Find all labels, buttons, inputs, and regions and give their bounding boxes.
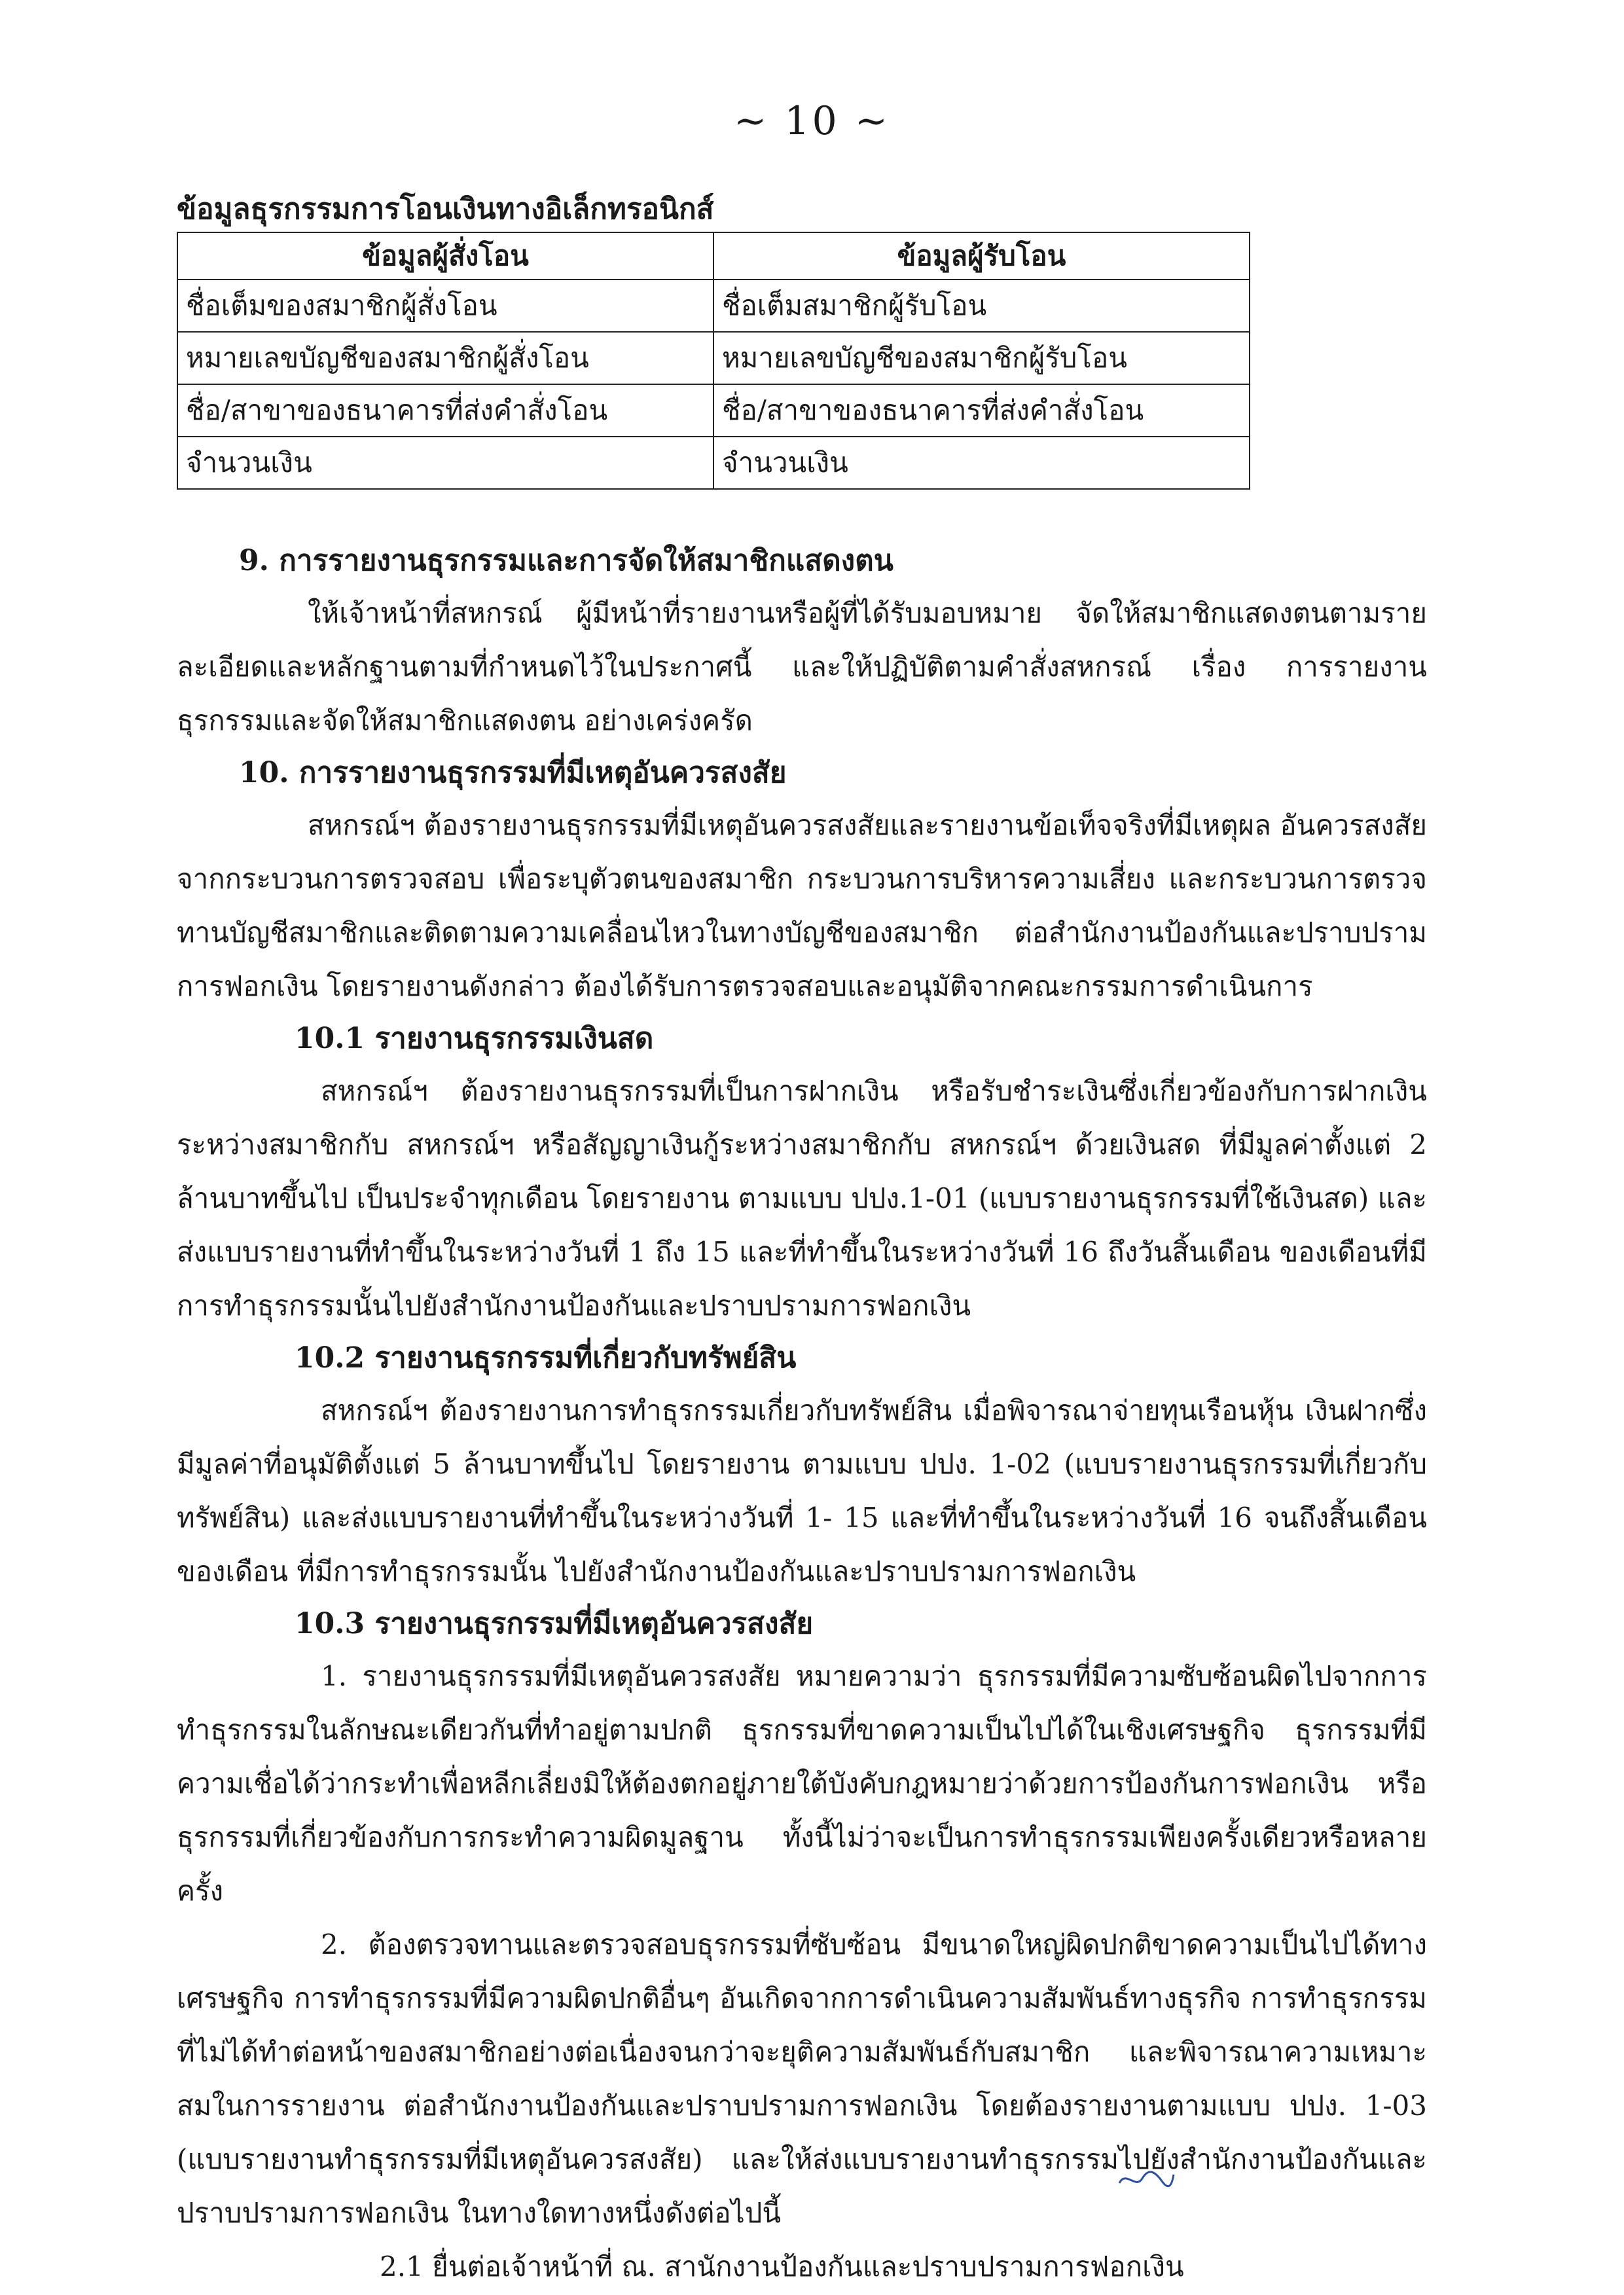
section-10-1-body: สหกรณ์ฯ ต้องรายงานธุรกรรมที่เป็นการฝากเงิน หรือรับชำระเงินซึ่งเกี่ยวข้องกับการฝากเงินระหว่างสมาชิกกับ สหกรณ์ฯ หรือสัญญาเงินกู้ระหว่างสมาชิกกับ สหกรณ์ฯ ด้วยเงินสด ที่มีมูลค่าตั้งแต่ 2 ล้านบาทขึ้นไป เป็นประจำทุกเดือน โดยรายงาน ตามแบบ ปปง.1-01 (แบบรายงานธุรกรรมที่ใช้เงินสด) และส่งแบบรายงานที่ทำขึ้นในระหว่างวันที่ 1 ถึง 15 และที่ทำขึ้นในระหว่างวันที่ 16 ถึงวันสิ้นเดือน ของเดือนที่มีการทำธุรกรรมนั้นไปยังสำนักงานป้องกันและปราบปรามการฟอกเงิน — [177, 1075, 1427, 1322]
transfer-info-table — [177, 232, 1250, 490]
handwritten-mark-icon — [1116, 2167, 1175, 2193]
section-10-3-item-1: 1. รายงานธุรกรรมที่มีเหตุอันควรสงสัย หมายความว่า ธุรกรรมที่มีความซับซ้อนผิดไปจากการทำธุรกรรมในลักษณะเดียวกันที่ทำอยู่ตามปกติ ธุรกรรมที่ขาดความเป็นไปได้ในเชิงเศรษฐกิจ ธุรกรรมที่มีความเชื่อได้ว่ากระทำเพื่อหลีกเลี่ยงมิให้ต้องตกอยู่ภายใต้บังคับกฎหมายว่าด้วยการป้องกันการฟอกเงิน หรือธุรกรรมที่เกี่ยวข้องกับการกระทำความผิดมูลฐาน ทั้งนี้ไม่ว่าจะเป็นการทำธุรกรรมเพียงครั้งเดียวหรือหลายครั้ง — [177, 1660, 1427, 1907]
section-10-3-heading: 10.3 รายงานธุรกรรมที่มีเหตุอันควรสงสัย — [295, 1607, 814, 1640]
table-cell: จำนวนเงิน — [177, 437, 713, 489]
section-10-2-body: สหกรณ์ฯ ต้องรายงานการทำธุรกรรมเกี่ยวกับทรัพย์สิน เมื่อพิจารณาจ่ายทุนเรือนหุ้น เงินฝากซึ่งมีมูลค่าที่อนุมัติตั้งแต่ 5 ล้านบาทขึ้นไป โดยรายงาน ตามแบบ ปปง. 1-02 (แบบรายงานธุรกรรมที่เกี่ยวกับทรัพย์สิน) และส่งแบบรายงานที่ทำขึ้นในระหว่างวันที่ 1- 15 และที่ทำขึ้นในระหว่างวันที่ 16 จนถึงสิ้นเดือน ของเดือน ที่มีการทำธุรกรรมนั้น ไปยังสำนักงานป้องกันและปราบปรามการฟอกเงิน — [177, 1394, 1427, 1587]
table-cell: หมายเลขบัญชีของสมาชิกผู้สั่งโอน — [177, 332, 713, 384]
section-10-3-item-2: 2. ต้องตรวจทานและตรวจสอบธุรกรรมที่ซับซ้อน มีขนาดใหญ่ผิดปกติขาดความเป็นไปได้ทางเศรษฐกิจ การทำธุรกรรมที่มีความผิดปกติอื่นๆ อันเกิดจากการดำเนินความสัมพันธ์ทางธุรกิจ การทำธุรกรรมที่ไม่ได้ทำต่อหน้าของสมาชิกอย่างต่อเนื่องจนกว่าจะยุติความสัมพันธ์กับสมาชิก และพิจารณาความเหมาะสมในการรายงาน ต่อสำนักงานป้องกันและปราบปรามการฟอกเงิน โดยต้องรายงานตามแบบ ปปง. 1-03 (แบบรายงานทำธุรกรรมที่มีเหตุอันควรสงสัย) และให้ส่งแบบรายงานทำธุรกรรมไปยังสำนักงานป้องกันและปราบปรามการฟอกเงิน ในทางใดทางหนึ่งดังต่อไปนี้ — [177, 1928, 1427, 2229]
section-10-3-item-2-1: 2.1 ยื่นต่อเจ้าหน้าที่ ณ. สานักงานป้องกันและปราบปรามการฟอกเงิน — [380, 2250, 1184, 2283]
table-row — [177, 437, 1250, 489]
table-cell: ชื่อเต็มของสมาชิกผู้สั่งโอน — [177, 280, 713, 332]
table-caption: ข้อมูลธุรกรรมการโอนเงินทางอิเล็กทรอนิกส์ — [177, 192, 714, 226]
table-header-receiver: ข้อมูลผู้รับโอน — [713, 232, 1250, 280]
table-cell: ชื่อ/สาขาของธนาคารที่ส่งคำสั่งโอน — [713, 384, 1250, 437]
table-cell: ชื่อเต็มสมาชิกผู้รับโอน — [713, 280, 1250, 332]
document-body — [177, 190, 1427, 2294]
table-row — [177, 332, 1250, 384]
section-10-body: สหกรณ์ฯ ต้องรายงานธุรกรรมที่มีเหตุอันควรสงสัยและรายงานข้อเท็จจริงที่มีเหตุผล อันควรสงสัยจากกระบวนการตรวจสอบ เพื่อระบุตัวตนของสมาชิก กระบวนการบริหารความเสี่ยง และกระบวนการตรวจทานบัญชีสมาชิกและติดตามความเคลื่อนไหวในทางบัญชีของสมาชิก ต่อสำนักงานป้องกันและปราบปรามการฟอกเงิน โดยรายงานดังกล่าว ต้องได้รับการตรวจสอบและอนุมัติจากคณะกรรมการดำเนินการ — [177, 809, 1427, 1002]
section-10-2-heading: 10.2 รายงานธุรกรรมที่เกี่ยวกับทรัพย์สิน — [295, 1341, 797, 1375]
table-cell: ชื่อ/สาขาของธนาคารที่ส่งคำสั่งโอน — [177, 384, 713, 437]
page-number: ~ 10 ~ — [733, 98, 891, 144]
table-header-sender: ข้อมูลผู้สั่งโอน — [177, 232, 713, 280]
table-cell: จำนวนเงิน — [713, 437, 1250, 489]
section-10-1-heading: 10.1 รายงานธุรกรรมเงินสด — [295, 1022, 654, 1055]
section-9-heading: 9. การรายงานธุรกรรมและการจัดให้สมาชิกแสดงตน — [239, 544, 893, 577]
table-cell: หมายเลขบัญชีของสมาชิกผู้รับโอน — [713, 332, 1250, 384]
table-row — [177, 384, 1250, 437]
section-9-body: ให้เจ้าหน้าที่สหกรณ์ ผู้มีหน้าที่รายงานหรือผู้ที่ได้รับมอบหมาย จัดให้สมาชิกแสดงตนตามรายละเอียดและหลักฐานตามที่กำหนดไว้ในประกาศนี้ และให้ปฏิบัติตามคำสั่งสหกรณ์ เรื่อง การรายงานธุรกรรมและจัดให้สมาชิกแสดงตน อย่างเคร่งครัด — [177, 597, 1427, 736]
table-row — [177, 280, 1250, 332]
section-10-heading: 10. การรายงานธุรกรรมที่มีเหตุอันควรสงสัย — [239, 756, 787, 789]
table-header-row — [177, 232, 1250, 280]
